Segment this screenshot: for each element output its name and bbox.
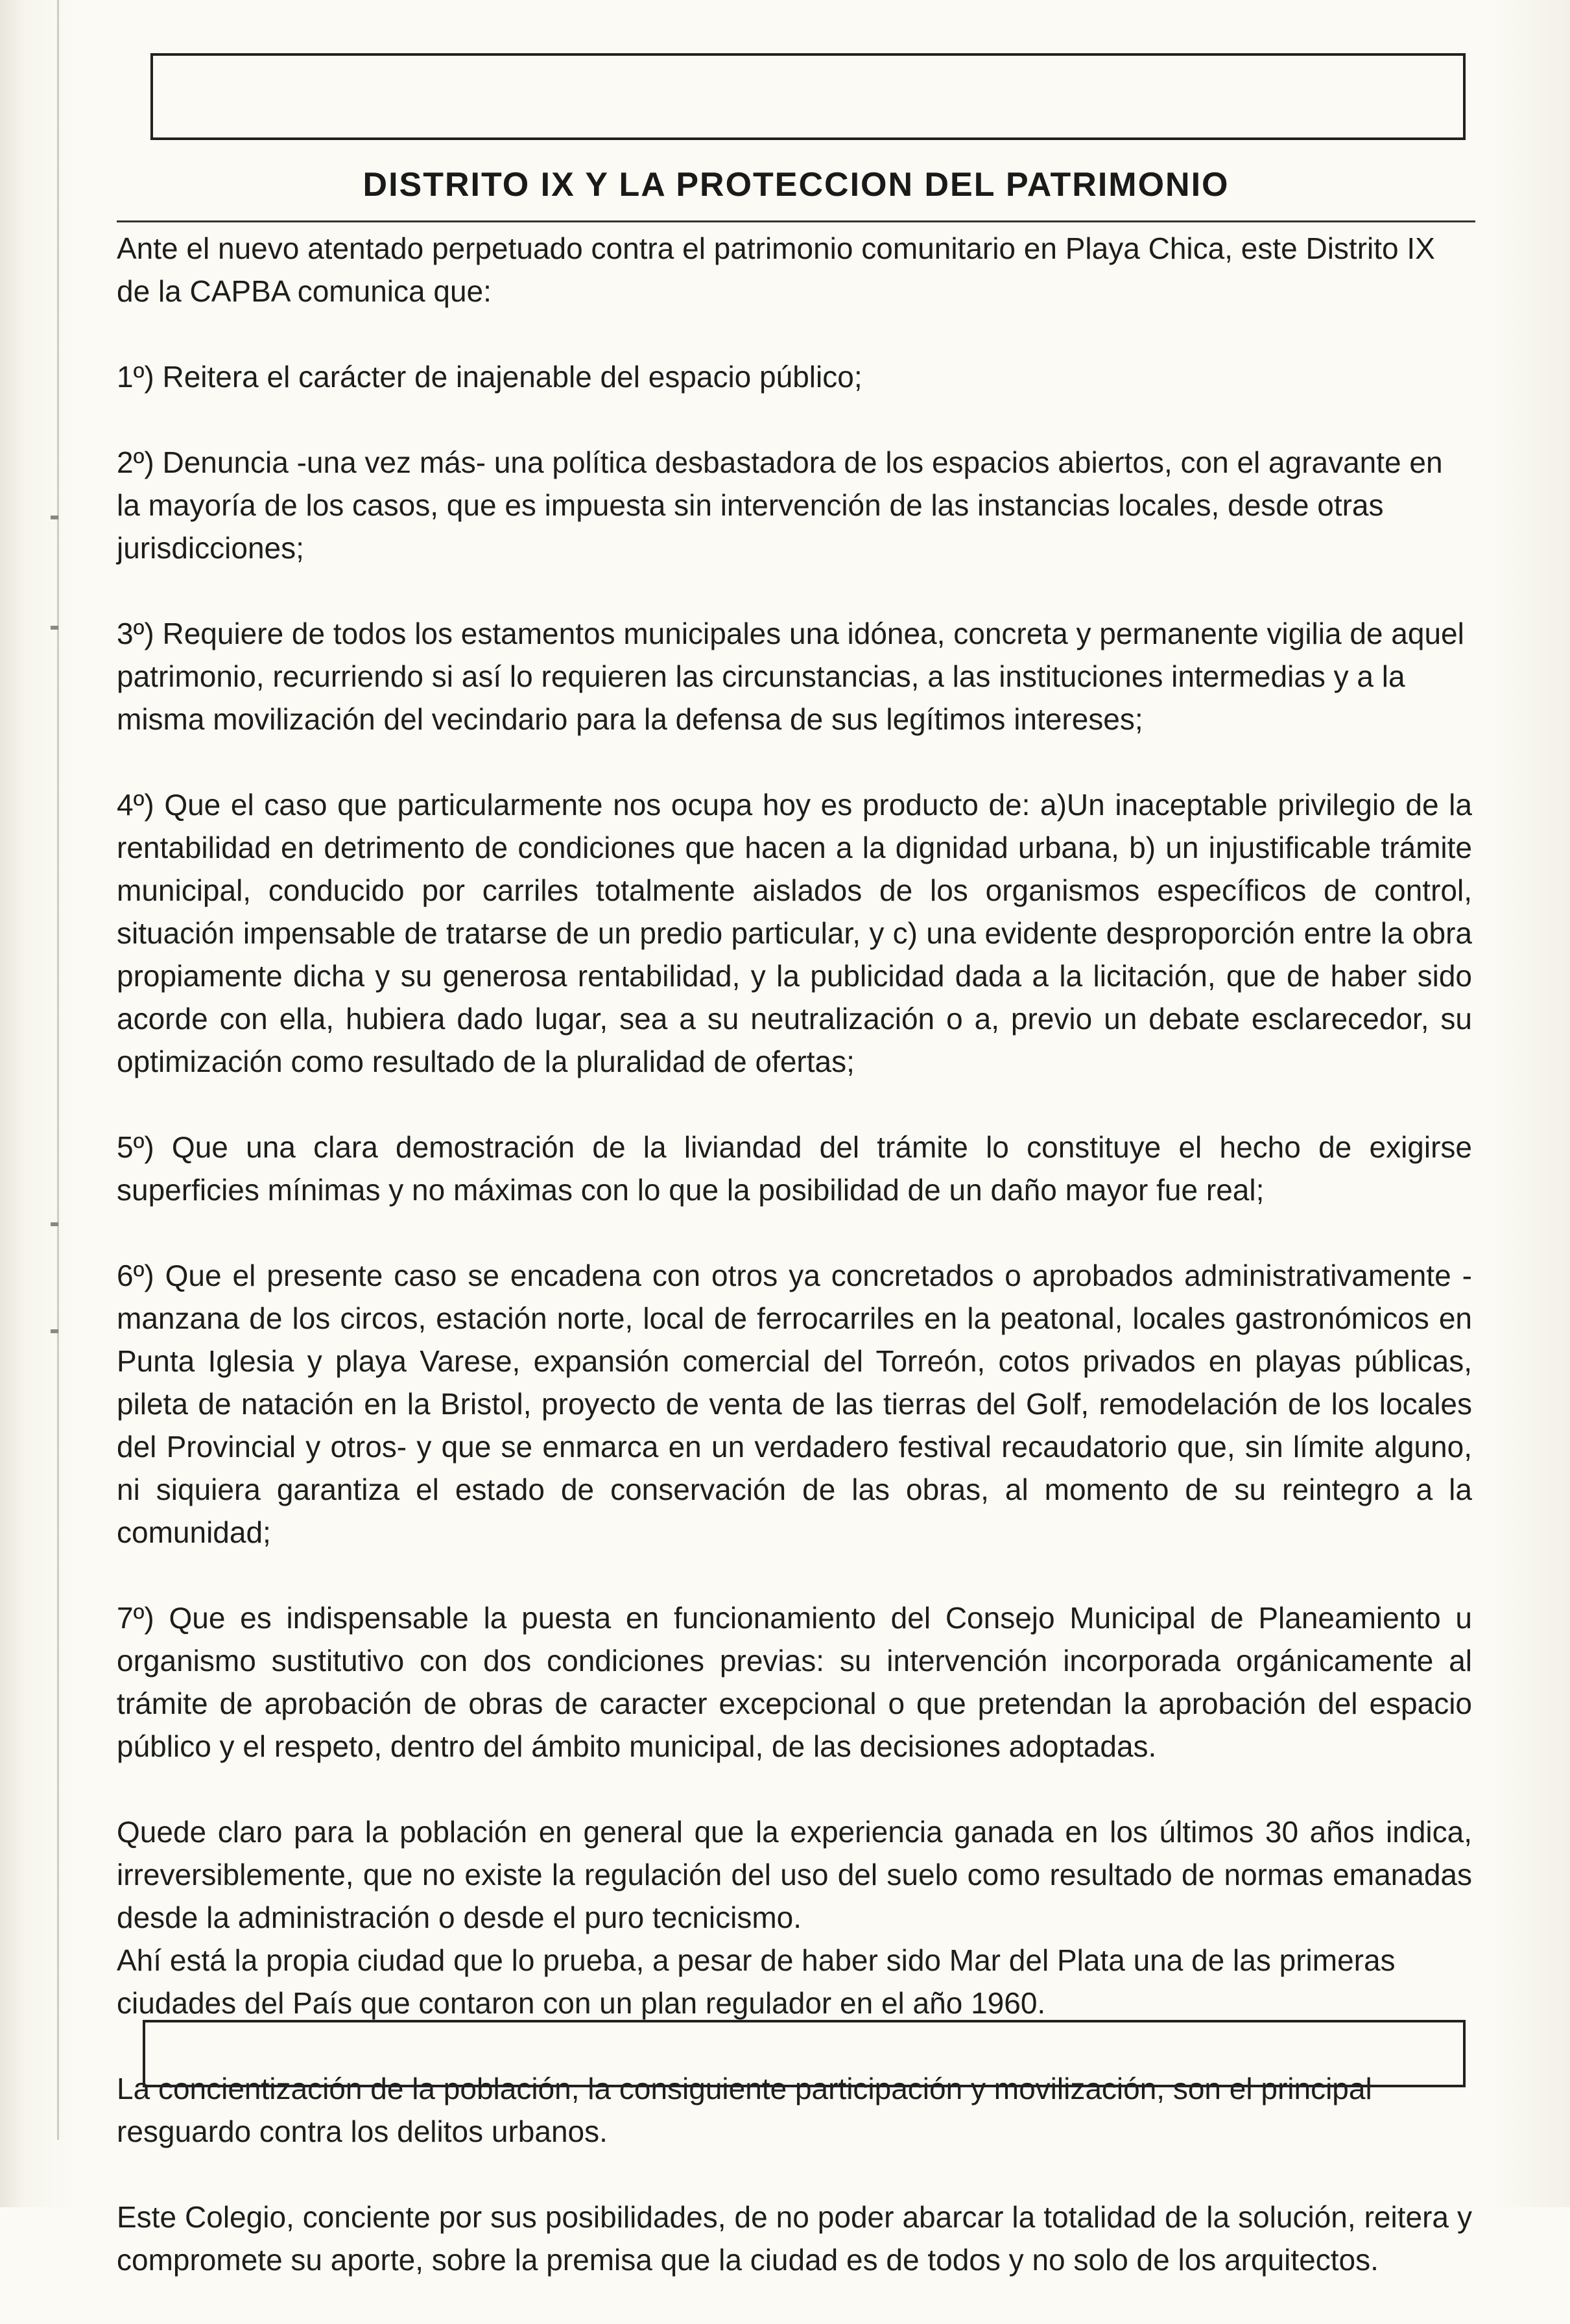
paragraph-conclusion-2: Ahí está la propia ciudad que lo prueba, a pesar de haber sido Mar del Plata una de las primeras ciudades del País que contaron con un plan regulador en el año 1960. [117,1943,1396,2020]
margin-mark [51,1329,58,1333]
footer-frame-box [143,2020,1466,2087]
margin-mark [51,516,58,519]
margin-mark [51,626,58,630]
margin-mark [51,1222,58,1226]
paragraph-conclusion-1: Quede claro para la población en general que la experiencia ganada en los últimos 30 años indica, irreversiblemente, que no existe la regulación del uso del suelo como resultado de normas emanadas desde la administración o desde el puro tecnicismo. [117,1815,1472,1934]
paragraph-intro: Ante el nuevo atentado perpetuado contra el patrimonio comunitario en Playa Chica, este Distrito IX de la CAPBA comunica que: [117,231,1435,308]
paragraph-point-5: 5º) Que una clara demostración de la liviandad del trámite lo constituye el hecho de exigirse superficies mínimas y no máximas con lo que la posibilidad de un daño mayor fue real; [117,1130,1472,1207]
paragraph-point-6: 6º) Que el presente caso se encadena con otros ya concretados o aprobados administrativamente -manzana de los circos, estación norte, local de ferrocarriles en la peatonal, locales gastronómicos en Punta Iglesia y playa Varese, expansión comercial del Torreón, cotos privados en playas públicas, pileta de natación en la Bristol, proyecto de venta de las tierras del Golf, remodelación de los locales del Provincial y otros- y que se enmarca en un verdadero festival recaudatorio que, sin límite alguno, ni siquiera garantiza el estado de conservación de las obras, al momento de su reintegro a la comunidad; [117,1259,1472,1549]
document-body [117,227,1472,2324]
header-frame-box [150,53,1466,140]
paragraph-point-4: 4º) Que el caso que particularmente nos ocupa hoy es producto de: a)Un inaceptable privilegio de la rentabilidad en detrimento de condiciones que hacen a la dignidad urbana, b) un injustificable trámite municipal, conducido por carriles totalmente aislados de los organismos específicos de control, situación impensable de tratarse de un predio particular, y c) una evidente desproporción entre la obra propiamente dicha y su generosa rentabilidad, y la publicidad dada a la licitación, que de haber sido acorde con ella, hubiera dado lugar, sea a su neutralización o a, previo un debate esclarecedor, su optimización como resultado de la pluralidad de ofertas; [117,788,1472,1078]
document-title: DISTRITO IX Y LA PROTECCION DEL PATRIMONIO [363,166,1230,204]
paragraph-point-1: 1º) Reitera el carácter de inajenable del espacio público; [117,360,862,394]
paragraph-point-7: 7º) Que es indispensable la puesta en funcionamiento del Consejo Municipal de Planeamiento u organismo sustitutivo con dos condiciones previas: su intervención incorporada orgánicamente al trámite de aprobación de obras de caracter excepcional o que pretendan la aprobación del espacio público y el respeto, dentro del ámbito municipal, de las decisiones adoptadas. [117,1601,1472,1763]
paragraph-conclusion-3: La concientización de la población, la consiguiente participación y movilización, son el principal resguardo contra los delitos urbanos. [117,2072,1372,2148]
paragraph-point-2: 2º) Denuncia -una vez más- una política desbastadora de los espacios abiertos, con el agravante en la mayoría de los casos, que es impuesta sin intervención de las instancias locales, desde otras jurisdicciones; [117,445,1443,565]
title-underline [117,220,1475,222]
page-fold-line [57,0,59,2140]
paragraph-point-3: 3º) Requiere de todos los estamentos municipales una idónea, concreta y permanente vigilia de aquel patrimonio, recurriendo si así lo requieren las circunstancias, a las instituciones intermedias y a la misma movilización del vecindario para la defensa de sus legítimos intereses; [117,617,1464,736]
paragraph-closing: Este Colegio, conciente por sus posibilidades, de no poder abarcar la totalidad de la solución, reitera y compromete su aporte, sobre la premisa que la ciudad es de todos y no solo de los arquitectos. [117,2200,1472,2277]
